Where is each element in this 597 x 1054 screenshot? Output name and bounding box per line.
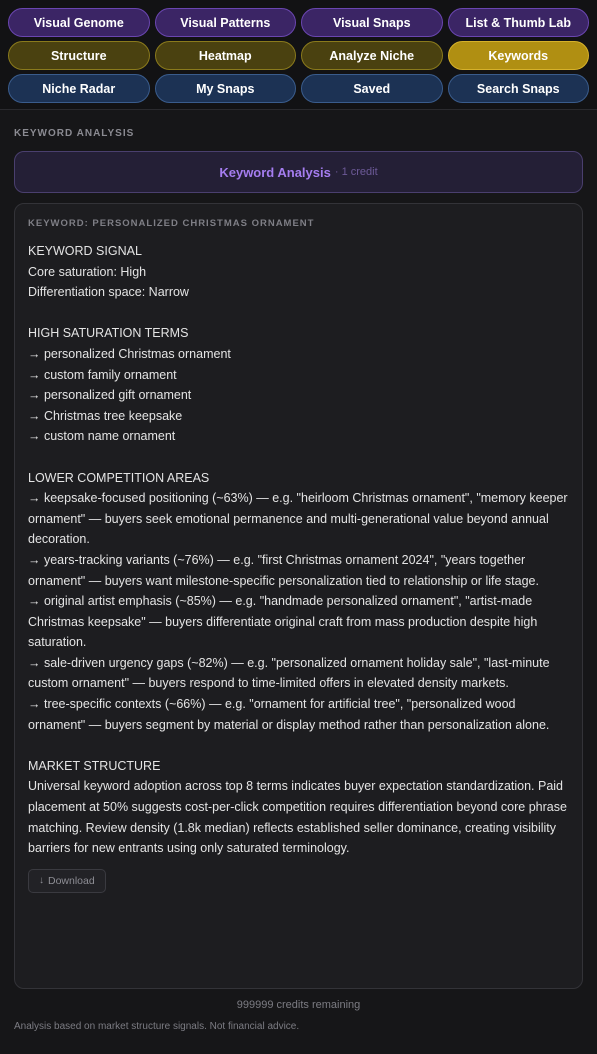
analysis-result-card <box>14 203 583 989</box>
keyword-analysis-button[interactable] <box>14 151 583 193</box>
nav-saved-button[interactable]: Saved <box>301 74 443 103</box>
blank-line <box>28 303 569 324</box>
analysis-line: → original artist emphasis (~85%) — e.g. "handmade personalized ornament", "artist-made Christmas keepsake" — buyers differentiate original craft from mass production despite high saturation. <box>28 594 538 650</box>
nav-structure-button[interactable]: Structure <box>8 41 150 70</box>
nav-visual-patterns-button[interactable]: Visual Patterns <box>155 8 297 37</box>
nav-search-snaps-button[interactable]: Search Snaps <box>448 74 590 103</box>
analysis-line: LOWER COMPETITION AREAS <box>28 470 210 485</box>
disclaimer-note: Analysis based on market structure signals. Not financial advice. <box>14 1021 300 1032</box>
section-title: KEYWORD ANALYSIS <box>14 128 135 139</box>
keyword-analysis-button-label: Keyword Analysis <box>219 164 331 180</box>
nav-keywords-button[interactable]: Keywords <box>448 41 590 70</box>
analysis-line: Differentiation space: Narrow <box>28 285 189 300</box>
analysis-line: → sale-driven urgency gaps (~82%) — e.g. "personalized ornament holiday sale", "last-minute custom ornament" — buyers respond to time-limited offers in elevated density markets. <box>28 655 550 691</box>
analysis-line: Core saturation: High <box>28 264 147 279</box>
analysis-line: → keepsake-focused positioning (~63%) — e.g. "heirloom Christmas ornament", "memory keeper ornament" — buyers seek emotional permanence and multi-generational value beyond annual decoration. <box>28 491 568 547</box>
nav-heatmap-button[interactable]: Heatmap <box>155 41 297 70</box>
analysis-line: → personalized Christmas ornament <box>28 346 231 361</box>
nav-list-thumb-lab-button[interactable]: List & Thumb Lab <box>448 8 590 37</box>
analysis-line: MARKET STRUCTURE <box>28 758 161 773</box>
nav-my-snaps-button[interactable]: My Snaps <box>155 74 297 103</box>
analysis-line: → custom family ornament <box>28 367 177 382</box>
analysis-line: → tree-specific contexts (~66%) — e.g. "ornament for artificial tree", "personalized wood ornament" — buyers segment by material or display method rather than personalization alone. <box>28 697 550 732</box>
nav-analyze-niche-button[interactable]: Analyze Niche <box>301 41 443 70</box>
credit-cost-label: · 1 credit <box>334 166 378 178</box>
analysis-line: → personalized gift ornament <box>28 388 192 403</box>
analysis-line: → Christmas tree keepsake <box>28 408 183 423</box>
download-arrow-icon: ↓ <box>39 875 44 887</box>
download-button[interactable] <box>28 869 106 893</box>
keyword-header: KEYWORD: PERSONALIZED CHRISTMAS ORNAMENT <box>28 218 315 229</box>
analysis-line: → years-tracking variants (~76%) — e.g. "first Christmas ornament 2024", "years together ornament" — buyers want milestone-specific personalization tied to relationship or life stage. <box>28 552 539 588</box>
top-navigation <box>0 0 597 110</box>
credits-remaining: 999999 credits remaining <box>236 999 361 1011</box>
analysis-text <box>28 241 569 859</box>
nav-visual-snaps-button[interactable]: Visual Snaps <box>301 8 443 37</box>
download-button-label: Download <box>48 874 95 887</box>
analysis-line: HIGH SATURATION TERMS <box>28 326 189 341</box>
blank-line <box>28 735 569 756</box>
nav-row-2 <box>8 41 589 70</box>
analysis-line: Universal keyword adoption across top 8 terms indicates buyer expectation standardization. Paid placement at 50% suggests cost-per-click competition requires differentiation beyond core phrase matching. Review density (1.8k median) reflects established seller dominance, creating visibility barriers for new entrants using only saturated terminology. <box>28 779 567 856</box>
nav-row-3 <box>8 74 589 103</box>
analysis-line: KEYWORD SIGNAL <box>28 244 142 258</box>
nav-row-1 <box>8 8 589 37</box>
blank-line <box>28 447 569 468</box>
analysis-line: → custom name ornament <box>28 429 176 444</box>
nav-visual-genome-button[interactable]: Visual Genome <box>8 8 150 37</box>
nav-niche-radar-button[interactable]: Niche Radar <box>8 74 150 103</box>
